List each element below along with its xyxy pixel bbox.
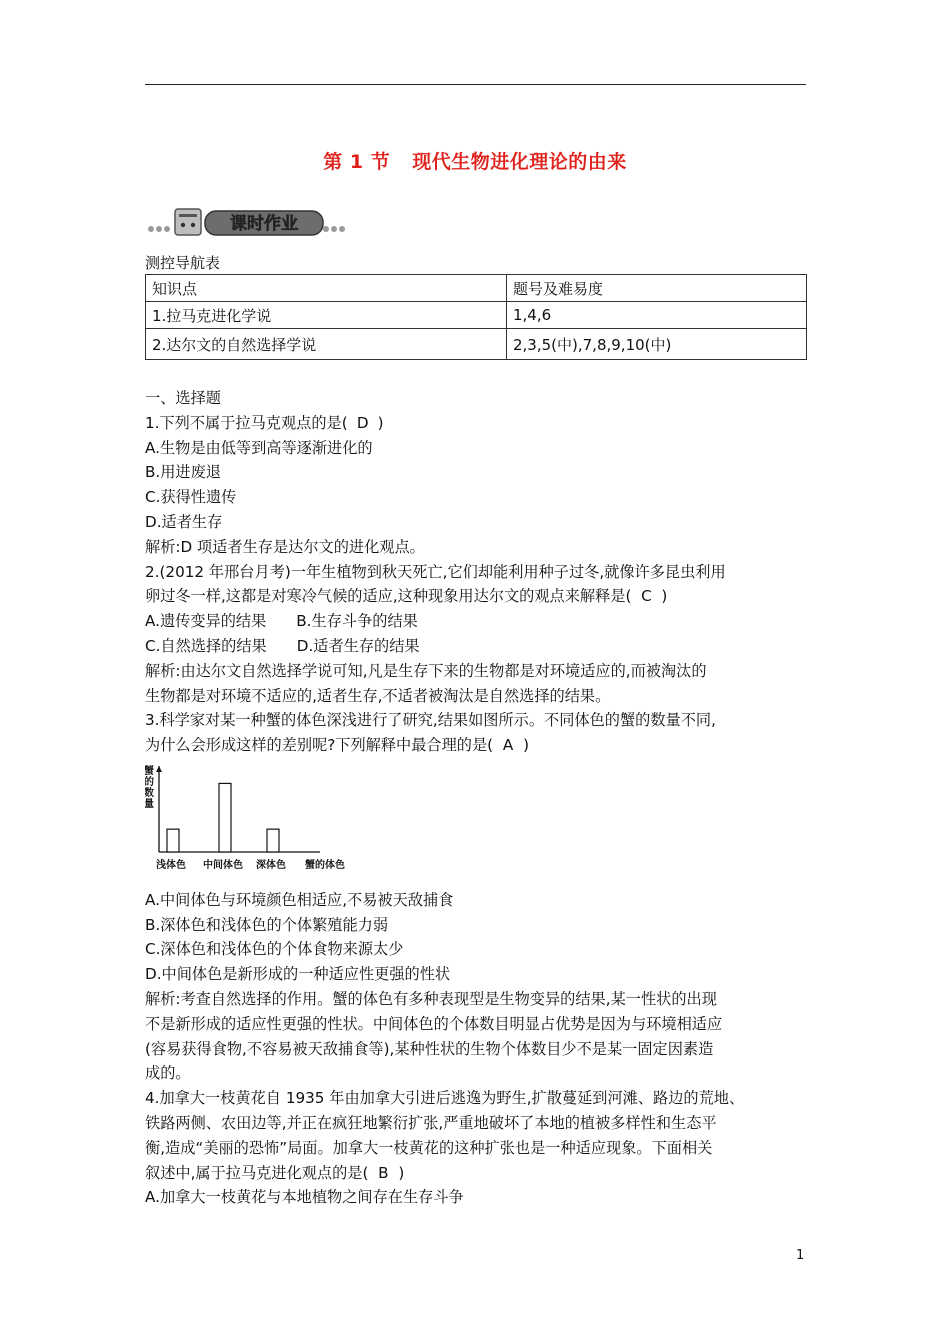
answer-4: B [378, 1163, 389, 1182]
title-text: 现代生物进化理论的由来 [412, 151, 627, 173]
table-cell: 2,3,5(中),7,8,9,10(中) [507, 329, 807, 360]
question-1-option-c: C.获得性遗传 [145, 488, 237, 507]
bar-2 [219, 783, 231, 852]
question-4-line4: 叙述中,属于拉马克进化观点的是( B ) [145, 1161, 810, 1186]
question-3-analysis-line2: 不是新形成的适应性更强的性状。中间体色的个体数目明显占优势是因为与环境相适应 [145, 1014, 723, 1033]
y-axis-label-char: 量 [145, 798, 154, 810]
y-axis-label-char: 的 [145, 776, 154, 788]
table-caption: 测控导航表 [145, 254, 221, 272]
question-4-line2: 铁路两侧、农田边等,并正在疯狂地繁衍扩张,严重地破坏了本地的植被多样性和生态平 [145, 1113, 717, 1132]
question-3-option-a: A.中间体色与环境颜色相适应,不易被天敌捕食 [145, 890, 454, 909]
question-3-analysis-line1: 解析:考查自然选择的作用。蟹的体色有多种表现型是生物变异的结果,某一性状的出现 [145, 989, 717, 1008]
answer-3: A [502, 736, 514, 755]
title-section-number: 第 1 节 [323, 151, 391, 173]
x-tick-label: 浅体色 [156, 859, 186, 871]
crab-color-chart [145, 762, 355, 874]
page-title [0, 147, 950, 174]
x-axis-label: 蟹的体色 [305, 859, 345, 871]
question-2-options-row2: C.自然选择的结果 D.适者生存的结果 [145, 636, 420, 655]
question-2-analysis-line1: 解析:由达尔文自然选择学说可知,凡是生存下来的生物都是对环境适应的,而被淘汰的 [145, 661, 707, 680]
table-cell: 2.达尔文的自然选择学说 [146, 329, 507, 360]
question-3-stem-line1: 3.科学家对某一种蟹的体色深浅进行了研究,结果如图所示。不同体色的蟹的数量不同, [145, 711, 716, 730]
question-4-option-a: A.加拿大一枝黄花与本地植物之间存在生存斗争 [145, 1188, 464, 1207]
answer-1: D [356, 413, 369, 432]
page-number: 1 [796, 1248, 805, 1263]
y-axis-label-char: 数 [145, 787, 154, 799]
question-2-analysis-line2: 生物都是对环境不适应的,适者生存,不适者被淘汰是自然选择的结果。 [145, 686, 611, 705]
banner-label: 课时作业 [230, 214, 298, 234]
y-axis-label-char: 蟹 [145, 765, 154, 777]
exercise-body [145, 386, 810, 1210]
question-2-stem-line1: 2.(2012 年邢台月考)一年生植物到秋天死亡,它们却能利用种子过冬,就像许多昆虫利用 [145, 562, 726, 581]
question-1-analysis: 解析:D 项适者生存是达尔文的进化观点。 [145, 537, 425, 556]
bar-1 [167, 829, 179, 852]
question-4-line1: 4.加拿大一枝黄花自 1935 年由加拿大引进后逃逸为野生,扩散蔓延到河滩、路边的荒地、 [145, 1089, 745, 1108]
table-cell: 1.拉马克进化学说 [146, 302, 507, 329]
question-3-analysis-line3: (容易获得食物,不容易被天敌捕食等),某种性状的生物个体数目少不是某一固定因素造 [145, 1039, 714, 1058]
section-heading: 一、选择题 [145, 389, 221, 407]
question-1-option-d: D.适者生存 [145, 512, 223, 531]
answer-2: C [641, 587, 652, 606]
table-header-cell: 题号及难易度 [507, 275, 807, 302]
table-row [146, 329, 807, 360]
question-1-option-a: A.生物是由低等到高等逐渐进化的 [145, 438, 373, 457]
question-1-stem: 1.下列不属于拉马克观点的是( D ) [145, 411, 810, 436]
question-2-options-row1: A.遗传变异的结果 B.生存斗争的结果 [145, 612, 418, 631]
table-header-row [146, 275, 807, 302]
table-row [146, 302, 807, 329]
navigation-table [145, 274, 807, 360]
homework-banner [145, 201, 345, 241]
bar-3 [267, 829, 279, 852]
header-rule [145, 84, 806, 85]
question-3-stem-line2: 为什么会形成这样的差别呢?下列解释中最合理的是( A ) [145, 733, 810, 758]
x-tick-label: 中间体色 [203, 859, 243, 871]
question-1-option-b: B.用进废退 [145, 463, 221, 482]
table-header-cell: 知识点 [146, 275, 507, 302]
notebook-icon [175, 209, 201, 235]
y-axis-arrow [156, 766, 162, 772]
question-4-line3: 衡,造成“美丽的恐怖”局面。加拿大一枝黄花的这种扩张也是一种适应现象。下面相关 [145, 1138, 713, 1157]
question-3-analysis-line4: 成的。 [145, 1064, 191, 1083]
table-cell: 1,4,6 [507, 302, 807, 329]
question-3-option-d: D.中间体色是新形成的一种适应性更强的性状 [145, 965, 451, 984]
question-3-option-c: C.深体色和浅体色的个体食物来源太少 [145, 940, 404, 959]
x-tick-label: 深体色 [256, 859, 286, 871]
question-2-stem-line2: 卵过冬一样,这都是对寒冷气候的适应,这种现象用达尔文的观点来解释是( C ) [145, 584, 810, 609]
question-3-option-b: B.深体色和浅体色的个体繁殖能力弱 [145, 915, 389, 934]
